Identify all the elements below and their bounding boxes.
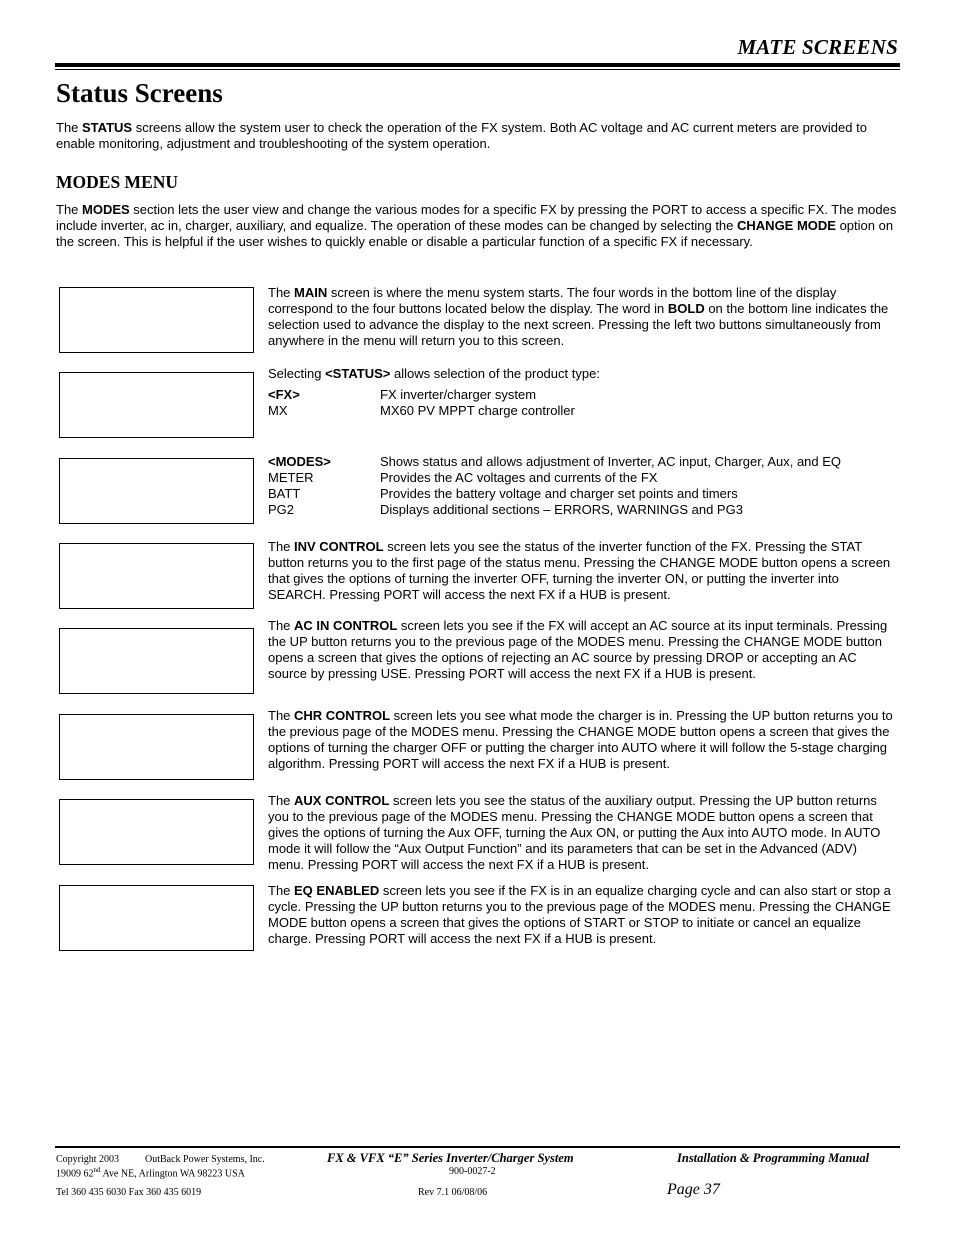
intro-paragraph: The STATUS screens allow the system user to check the operation of the FX system. Both AC voltage and AC current meters are provided to enable monitoring, adjustment and troubleshooting of the system operation.: [56, 120, 867, 151]
footer-manual: Installation & Programming Manual: [677, 1151, 870, 1165]
modes-intro-paragraph: The MODES section lets the user view and change the various modes for a specific FX by pressing the PORT to access a specific FX. The modes include inverter, ac in, charger, auxiliary, and equalize. The operation of these modes can be changed by selecting the CHANGE MODE option on the screen. This is helpful if the user wishes to quickly enable or disable a particular function of a specific FX if necessary.: [56, 202, 897, 249]
status-selection-text: Selecting <STATUS> allows selection of the product type:: [268, 366, 600, 381]
aux-control-screen-box: [59, 799, 254, 865]
footer-phone: Tel 360 435 6030 Fax 360 435 6019: [56, 1187, 202, 1198]
footer-company: OutBack Power Systems, Inc.: [145, 1154, 265, 1165]
header-rule-thin: [55, 69, 900, 70]
footer-doc-number: 900-0027-2: [449, 1166, 496, 1177]
main-screen-description: The MAIN screen is where the menu system starts. The four words in the bottom line of the display correspond to the four buttons located below the display. The word in BOLD on the bottom line indicates the selection used to advance the display to the next screen. Pressing the left two buttons simultaneously from anywhere in the menu will return you to this screen.: [268, 285, 889, 348]
main-screen-box: [59, 287, 254, 353]
inv-control-description: The INV CONTROL screen lets you see the status of the inverter function of the FX. Pressing the STAT button returns you to the first page of the status menu. Pressing the CHANGE MODE button opens a screen that gives the options of turning the inverter OFF, turning the inverter ON, or putting the inverter into SEARCH. Pressing PORT will access the next FX if a HUB is present.: [268, 539, 891, 602]
modes-menu-heading: MODES MENU: [56, 172, 179, 192]
footer-revision: Rev 7.1 06/08/06: [418, 1187, 488, 1198]
section-title: MATE SCREENS: [737, 35, 898, 59]
footer-copyright: Copyright 2003: [56, 1154, 120, 1165]
status-screen-box: [59, 372, 254, 438]
menu-option-row: METER Provides the AC voltages and currents of the FX: [268, 470, 658, 485]
menu-option-row: BATT Provides the battery voltage and charger set points and timers: [268, 486, 738, 501]
footer-rule: [55, 1146, 900, 1148]
product-type-row: MX MX60 PV MPPT charge controller: [268, 403, 575, 418]
modes-screen-box: [59, 458, 254, 524]
footer-product: FX & VFX “E” Series Inverter/Charger System: [327, 1151, 574, 1165]
header-rule-thick: [55, 63, 900, 67]
page-number: Page 37: [667, 1181, 720, 1198]
page-title: Status Screens: [56, 78, 223, 108]
footer-address: 19009 62nd Ave NE, Arlington WA 98223 USA: [56, 1166, 245, 1180]
ac-in-control-description: The AC IN CONTROL screen lets you see if the FX will accept an AC source at its input terminals. Pressing the UP button returns you to the previous page of the MODES menu. Pressing the CHANGE MODE button opens a screen that gives the options of rejecting an AC source by pressing DROP or accepting an AC source by pressing USE. Pressing PORT will access the next FX if a HUB is present.: [268, 618, 888, 681]
aux-control-description: The AUX CONTROL screen lets you see the status of the auxiliary output. Pressing the UP button returns you to the previous page of the MODES menu. Pressing the CHANGE MODE button opens a screen that gives the options of turning the Aux OFF, turning the Aux ON, or putting the Aux into AUTO mode. In AUTO mode it will follow the “Aux Output Function” and its parameters that can be set in the Advanced (ADV) menu. Pressing PORT will access the next FX if a HUB is present.: [268, 793, 881, 872]
menu-option-row: PG2 Displays additional sections – ERRORS, WARNINGS and PG3: [268, 502, 743, 517]
eq-enabled-screen-box: [59, 885, 254, 951]
ac-in-control-screen-box: [59, 628, 254, 694]
inv-control-screen-box: [59, 543, 254, 609]
menu-option-row: <MODES> Shows status and allows adjustment of Inverter, AC input, Charger, Aux, and EQ: [268, 454, 842, 469]
chr-control-description: The CHR CONTROL screen lets you see what mode the charger is in. Pressing the UP button returns you to the previous page of the MODES menu. Pressing the CHANGE MODE button opens a screen that gives the options of turning the charger OFF or putting the charger into AUTO where it will follow the 5-stage charging algorithm. Pressing PORT will access the next FX if a HUB is present.: [268, 708, 893, 771]
product-type-row: <FX> FX inverter/charger system: [268, 387, 537, 402]
chr-control-screen-box: [59, 714, 254, 780]
eq-enabled-description: The EQ ENABLED screen lets you see if the FX is in an equalize charging cycle and can also start or stop a cycle. Pressing the UP button returns you to the previous page of the MODES menu. Pressing the CHANGE MODE button opens a screen that gives the options of START or STOP to initiate or cancel an equalize charge. Pressing PORT will access the next FX if a HUB is present.: [268, 883, 891, 946]
